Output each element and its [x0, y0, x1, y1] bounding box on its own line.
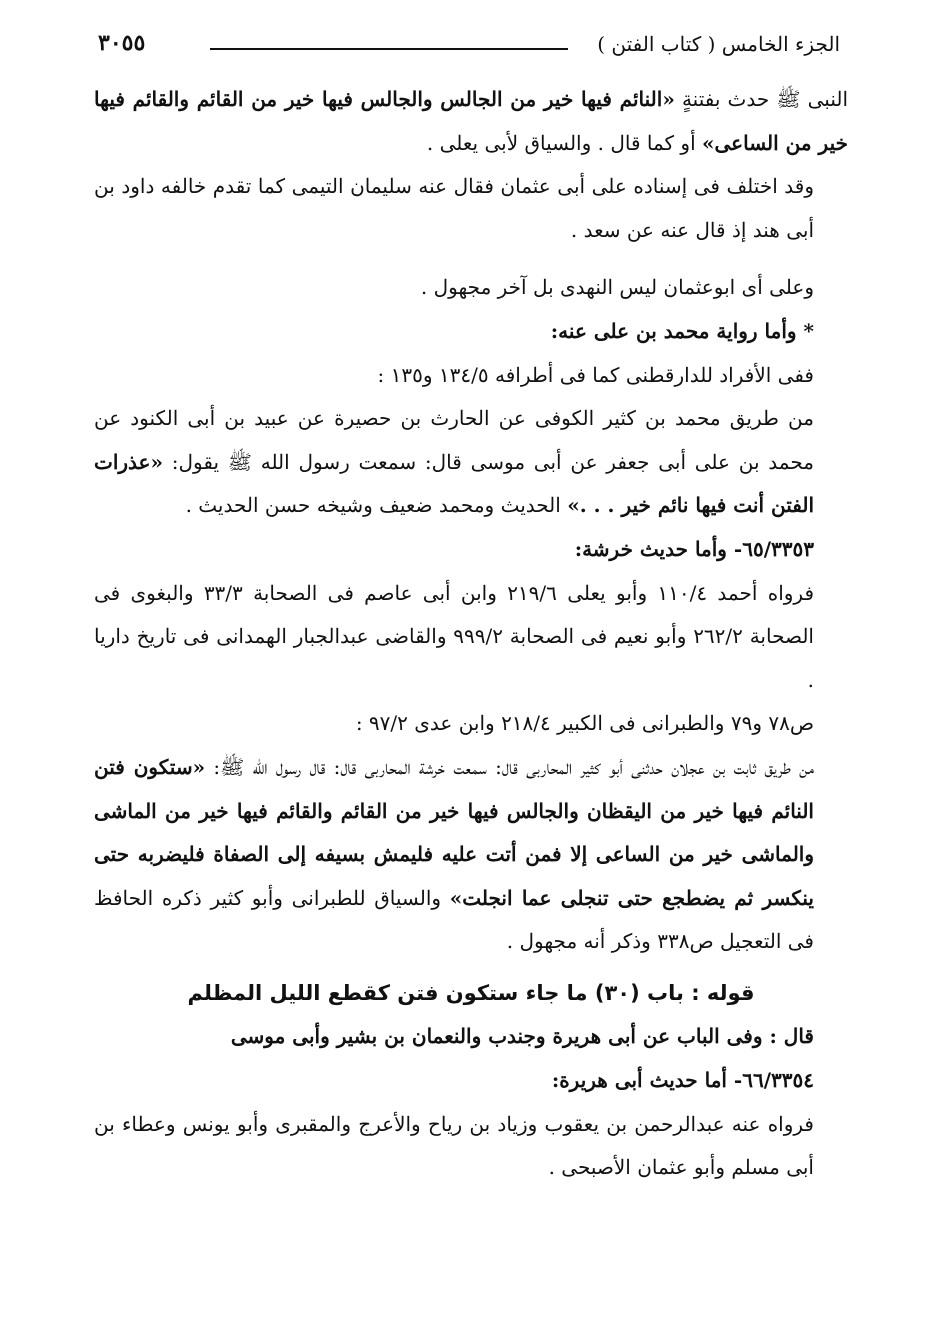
section-heading-text: ٦٥/٣٣٥٣- وأما حديث خرشة:: [574, 536, 814, 561]
header-title: الجزء الخامس ( كتاب الفتن ): [597, 32, 840, 56]
page-number: ٣٠٥٥: [98, 30, 146, 56]
paragraph-1: [94, 78, 848, 165]
p6-chain: من طريق محمد بن كثير الكوفى عن الحارث بن حصيرة عن عبيد بن أبى الكنود عن محمد بن على أبى جعفر عن أبى موسى قال: سمعت رسول الله ﷺ يقول:: [94, 406, 814, 474]
section-heading-abu-hurayra: [94, 1059, 848, 1103]
spacer: [94, 252, 848, 266]
page-body: [94, 78, 848, 1190]
p10-hadith-quote: «ستكون فتن النائم فيها خير من اليقظان والجالس فيها خير من القائم والقائم فيها خير من الماشى والماشى خير من الساعى إلا فمن أتت عليه فليمش بسيفه إلى الصفاة فليضربه حتى ينكسر ثم يضطجع حتى تنجلى عما انجلت»: [94, 754, 814, 910]
p6-hadith-quote: «عذرات الفتن أنت فيها نائم خير . . .»: [94, 449, 814, 518]
section-heading-text: ٦٦/٣٣٥٤- أما حديث أبى هريرة:: [551, 1068, 814, 1093]
p10-chain: من طريق ثابت بن عجلان حدثنى أبو كثير المحاربى قال: سمعت خرشة المحاربى قال: قال رسول الله ﷺ:: [205, 754, 815, 779]
p1-intro: النبى ﷺ حدث بفتنةٍ: [674, 87, 848, 111]
paragraph-10: [94, 746, 848, 964]
p1-outro: أو كما قال . والسياق لأبى يعلى .: [426, 130, 702, 155]
section-heading-text: * وأما رواية محمد بن على عنه:: [550, 318, 814, 343]
paragraph-6: [94, 397, 848, 528]
paragraph-8: فرواه أحمد ١١٠/٤ وأبو يعلى ٢١٩/٦ وابن أبى عاصم فى الصحابة ٣٣/٣ والبغوى فى الصحابة ٢٦٢/٢ وأبو نعيم فى الصحابة ٩٩٩/٢ والقاضى عبدالجبار الهمدانى فى تاريخ داريا .: [94, 580, 814, 692]
p10-outro: والسياق للطبرانى وأبو كثير ذكره الحافظ فى التعجيل ص٣٣٨ وذكر أنه مجهول .: [94, 885, 814, 954]
paragraph-5: ففى الأفراد للدارقطنى كما فى أطرافه ١٣٤/٥ و١٣٥ :: [377, 362, 814, 387]
paragraph-9: ص٧٨ و٧٩ والطبرانى فى الكبير ٢١٨/٤ وابن عدى ٩٧/٢ :: [355, 711, 814, 736]
paragraph-3: وعلى أى ابوعثمان ليس النهدى بل آخر مجهول .: [420, 275, 814, 300]
section-heading-muhammad: [94, 310, 848, 354]
p6-outro: الحديث ومحمد ضعيف وشيخه حسن الحديث .: [185, 493, 568, 518]
header-rule: [210, 48, 568, 50]
paragraph-2: وقد اختلف فى إسناده على أبى عثمان فقال عنه سليمان التيمى كما تقدم خالفه داود بن أبى هند إذ قال عنه عن سعد .: [94, 174, 814, 242]
chapter-heading: قوله : باب (٣٠) ما جاء ستكون فتن كقطع الليل المظلم: [187, 980, 755, 1005]
chapter-subheading: قال : وفى الباب عن أبى هريرة وجندب والنعمان بن بشير وأبى موسى: [230, 1024, 814, 1049]
paragraph-12: فرواه عنه عبدالرحمن بن يعقوب وزياد بن رياح والأعرج والمقبرى وأبو يونس وعطاء بن أبى مسلم وأبو عثمان الأصبحى .: [94, 1111, 814, 1180]
p1-hadith-quote: «النائم فيها خير من الجالس والجالس فيها خير من القائم والقائم فيها خير من الساعى»: [94, 87, 848, 155]
running-header: [98, 28, 840, 62]
section-heading-kharasha: [94, 528, 848, 572]
